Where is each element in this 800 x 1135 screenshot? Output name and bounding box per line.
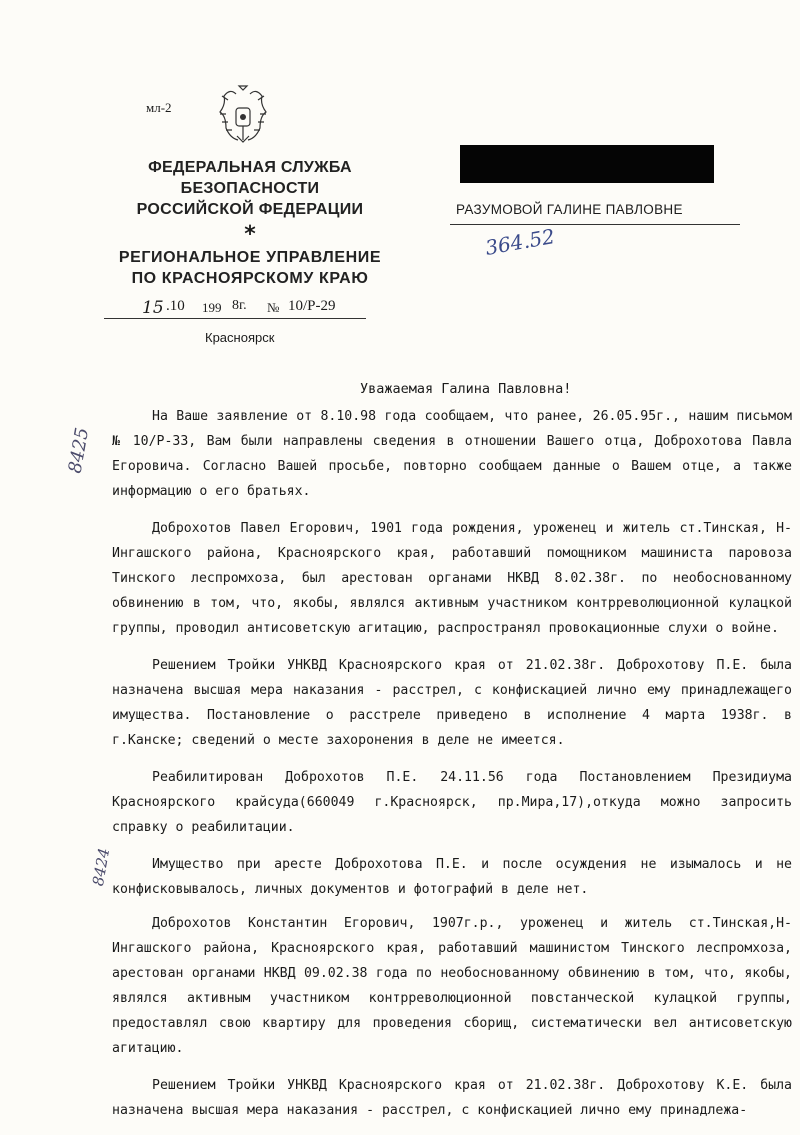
paragraph-3: Решением Тройки УНКВД Красноярского края от 21.02.38г. Доброхотову П.Е. была назначена высшая мера наказания - расстрел, с конфискацией лично ему принадлежащего имущества. Постановление о расстреле приведено в исполнение 4 марта 1938г. в г.Канске; сведений о месте захоронения в деле не имеется. [112,658,792,748]
document-number: 10/Р-29 [288,298,336,314]
organization-name [100,157,400,220]
margin-note-2: 8424 [88,846,114,888]
salutation: Уважаемая Галина Павловна! [360,381,572,397]
star-separator: * [244,222,256,247]
org-line-3: РОССИЙСКОЙ ФЕДЕРАЦИИ [136,201,364,218]
department-name [100,247,400,289]
date-number-line [104,296,366,319]
number-sign: № [267,300,280,315]
dept-line-2: ПО КРАСНОЯРСКОМУ КРАЮ [131,270,369,287]
date-year-suffix: 8г. [232,298,247,313]
margin-note-1: 8425 [64,426,94,475]
date-year-prefix: 199 [202,300,222,315]
letter-body [112,404,792,1135]
paragraph-5: Имущество при аресте Доброхотова П.Е. и после осуждения не изымалось и не конфисковывалось, личных документов и фотографий в деле нет. [112,857,792,897]
redaction-bar [460,145,714,183]
paragraph-7: Решением Тройки УНКВД Красноярского края от 21.02.38г. Доброхотову К.Е. была назначена высшая мера наказания - расстрел, с конфискацией лично ему принадлежа- [112,1078,792,1118]
date-day: 15 [142,298,164,318]
form-code: мл-2 [146,100,172,115]
paragraph-4: Реабилитирован Доброхотов П.Е. 24.11.56 года Постановлением Президиума Красноярского крайсуда(660049 г.Красноярск, пр.Мира,17),откуда можно запросить справку о реабилитации. [112,770,792,835]
org-line-1: ФЕДЕРАЛЬНАЯ СЛУЖБА [148,159,352,176]
paragraph-6: Доброхотов Константин Егорович, 1907г.р., уроженец и житель ст.Тинская,Н-Ингашского района, Красноярского края, работавший машинистом Тинского леспромхоза, арестован органами НКВД 09.02.38 года по необоснованному обвинению в том, что, якобы, являлся активным участником контрреволюционной повстанческой кулацкой группы, предоставлял свою квартиру для проведения сборищ, систематически вел антисоветскую агитацию. [112,916,792,1056]
recipient-line [450,198,740,225]
dept-line-1: РЕГИОНАЛЬНОЕ УПРАВЛЕНИЕ [118,249,382,266]
city: Красноярск [205,330,275,345]
paragraph-2: Доброхотов Павел Егорович, 1901 года рождения, уроженец и житель ст.Тинская, Н-Ингашского района, Красноярского края, работавший помощником машиниста паровоза Тинского леспромхоза, был арестован органами НКВД 8.02.38г. по необоснованному обвинению в том, что, якобы, являлся активным участником контрреволюционной кулацкой группы, проводил антисоветскую агитацию, распространял провокационные слухи о войне. [112,521,792,636]
date-month: .10 [166,298,185,314]
handwritten-number: 364.52 [483,224,557,260]
double-headed-eagle-emblem [212,84,274,154]
org-line-2: БЕЗОПАСНОСТИ [180,180,320,197]
recipient-name: РАЗУМОВОЙ ГАЛИНЕ ПАВЛОВНЕ [456,202,683,217]
paragraph-1: На Ваше заявление от 8.10.98 года сообщаем, что ранее, 26.05.95г., нашим письмом № 10/Р-33, Вам были направлены сведения в отношении Вашего отца, Доброхотова Павла Егоровича. Согласно Вашей просьбе, повторно сообщаем данные о Вашем отце, а также информацию о его братьях. [112,409,792,499]
